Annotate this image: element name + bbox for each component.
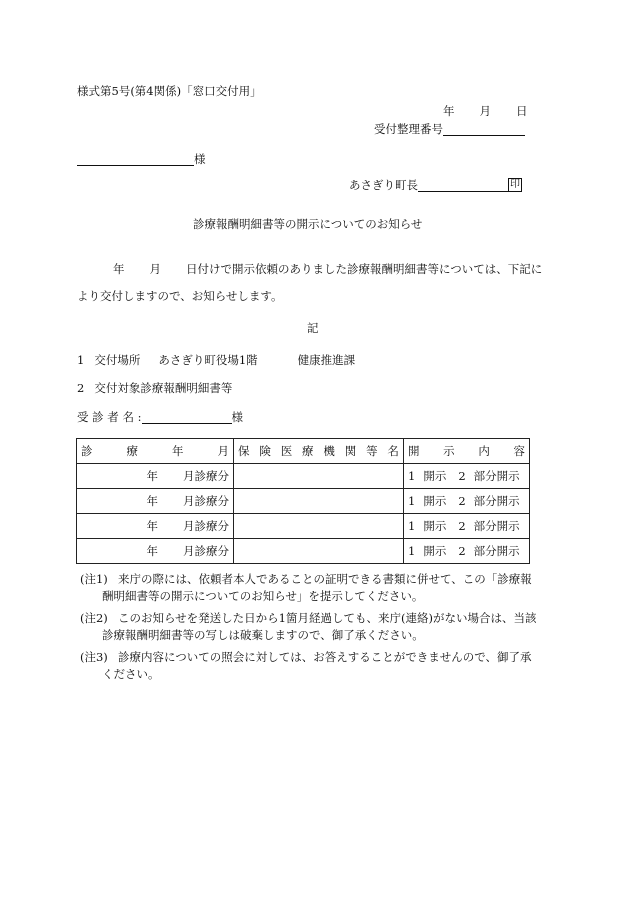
note-2-label: (注2) <box>80 611 108 625</box>
note-3-line-2: ください。 <box>102 667 160 681</box>
table-row <box>77 539 530 564</box>
note-2-line-1: このお知らせを発送した日から1箇月経過しても、来庁(連絡)がない場合は、当該 <box>118 611 537 625</box>
date-year: 年 <box>443 104 455 118</box>
note-2 <box>80 610 550 644</box>
disclosure-cell[interactable]: 1 開示 2 部分開示 <box>404 539 530 564</box>
disclose-option[interactable]: 開示 <box>423 544 447 558</box>
disclosure-table <box>76 438 530 564</box>
header-period: 診 療 年 月 <box>77 439 234 464</box>
addressee-suffix: 様 <box>194 152 206 166</box>
note-1 <box>80 571 550 605</box>
document-title: 診療報酬明細書等の開示についてのお知らせ <box>193 217 423 231</box>
reception-number-label: 受付整理番号 <box>374 122 443 136</box>
addressee <box>77 152 206 166</box>
issue-date <box>443 104 528 118</box>
item-1-number: 1 <box>77 353 85 367</box>
period-cell[interactable]: 年 月診療分 <box>77 489 234 514</box>
partial-disclose-option[interactable]: 部分開示 <box>473 469 520 483</box>
body-line-2: より交付しますので、お知らせします。 <box>77 289 283 303</box>
body-month: 月 <box>149 262 161 276</box>
note-3-line-1: 診療内容についての照会に対しては、お答えすることができませんので、御了承 <box>118 650 532 664</box>
reception-number <box>374 122 525 136</box>
period-cell[interactable]: 年 月診療分 <box>77 514 234 539</box>
disclose-option[interactable]: 開示 <box>423 519 447 533</box>
addressee-name-field[interactable] <box>77 152 194 166</box>
disclose-option[interactable]: 開示 <box>423 494 447 508</box>
date-month: 月 <box>479 104 491 118</box>
partial-disclose-option[interactable]: 部分開示 <box>473 544 520 558</box>
patient-suffix: 様 <box>231 410 243 424</box>
item-1-label: 交付場所 <box>94 353 141 367</box>
partial-disclose-option[interactable]: 部分開示 <box>473 494 520 508</box>
patient-name-field[interactable] <box>142 410 232 424</box>
table-row <box>77 464 530 489</box>
note-2-line-2: 診療報酬明細書等の写しは破棄しますので、御了承ください。 <box>102 628 424 642</box>
item-2 <box>77 381 232 395</box>
note-1-label: (注1) <box>80 572 108 586</box>
item-1-place: あさぎり町役場1階 <box>158 353 258 367</box>
item-2-number: 2 <box>77 381 85 395</box>
disclosure-cell[interactable]: 1 開示 2 部分開示 <box>404 514 530 539</box>
body-line-1 <box>113 262 542 276</box>
note-1-line-2: 酬明細書等の開示についてのお知らせ」を提示してください。 <box>102 589 424 603</box>
table-header-row <box>77 439 530 464</box>
period-cell[interactable]: 年 月診療分 <box>77 464 234 489</box>
item-1 <box>77 353 355 367</box>
ki-heading: 記 <box>307 321 319 335</box>
reception-number-field[interactable] <box>443 122 525 136</box>
institution-cell[interactable] <box>234 539 404 564</box>
disclosure-cell[interactable]: 1 開示 2 部分開示 <box>404 489 530 514</box>
table-row <box>77 514 530 539</box>
institution-cell[interactable] <box>234 514 404 539</box>
header-disclosure: 開 示 内 容 <box>404 439 530 464</box>
institution-cell[interactable] <box>234 464 404 489</box>
form-number: 様式第5号(第4関係)「窓口交付用」 <box>77 84 262 98</box>
period-cell[interactable]: 年 月診療分 <box>77 539 234 564</box>
issuer-label: あさぎり町長 <box>349 178 418 192</box>
note-3-label: (注3) <box>80 650 108 664</box>
note-1-line-1: 来庁の際には、依頼者本人であることの証明できる書類に併せて、この「診療報 <box>118 572 532 586</box>
patient-label: 受 診 者 名 : <box>77 410 142 424</box>
header-institution: 保 険 医 療 機 関 等 名 <box>234 439 404 464</box>
date-day: 日 <box>516 104 528 118</box>
issuer-name-field[interactable] <box>418 178 508 192</box>
disclosure-cell[interactable]: 1 開示 2 部分開示 <box>404 464 530 489</box>
body-line-1-rest: 日付けで開示依頼のありました診療報酬明細書等については、下記に <box>186 262 543 276</box>
item-1-department: 健康推進課 <box>297 353 356 367</box>
issuer <box>349 178 522 192</box>
table-row <box>77 489 530 514</box>
body-year: 年 <box>113 262 125 276</box>
seal-mark: 印 <box>510 179 520 190</box>
note-3 <box>80 649 550 683</box>
institution-cell[interactable] <box>234 489 404 514</box>
partial-disclose-option[interactable]: 部分開示 <box>473 519 520 533</box>
item-2-label: 交付対象診療報酬明細書等 <box>94 381 233 395</box>
patient-name <box>77 410 243 424</box>
disclose-option[interactable]: 開示 <box>423 469 447 483</box>
